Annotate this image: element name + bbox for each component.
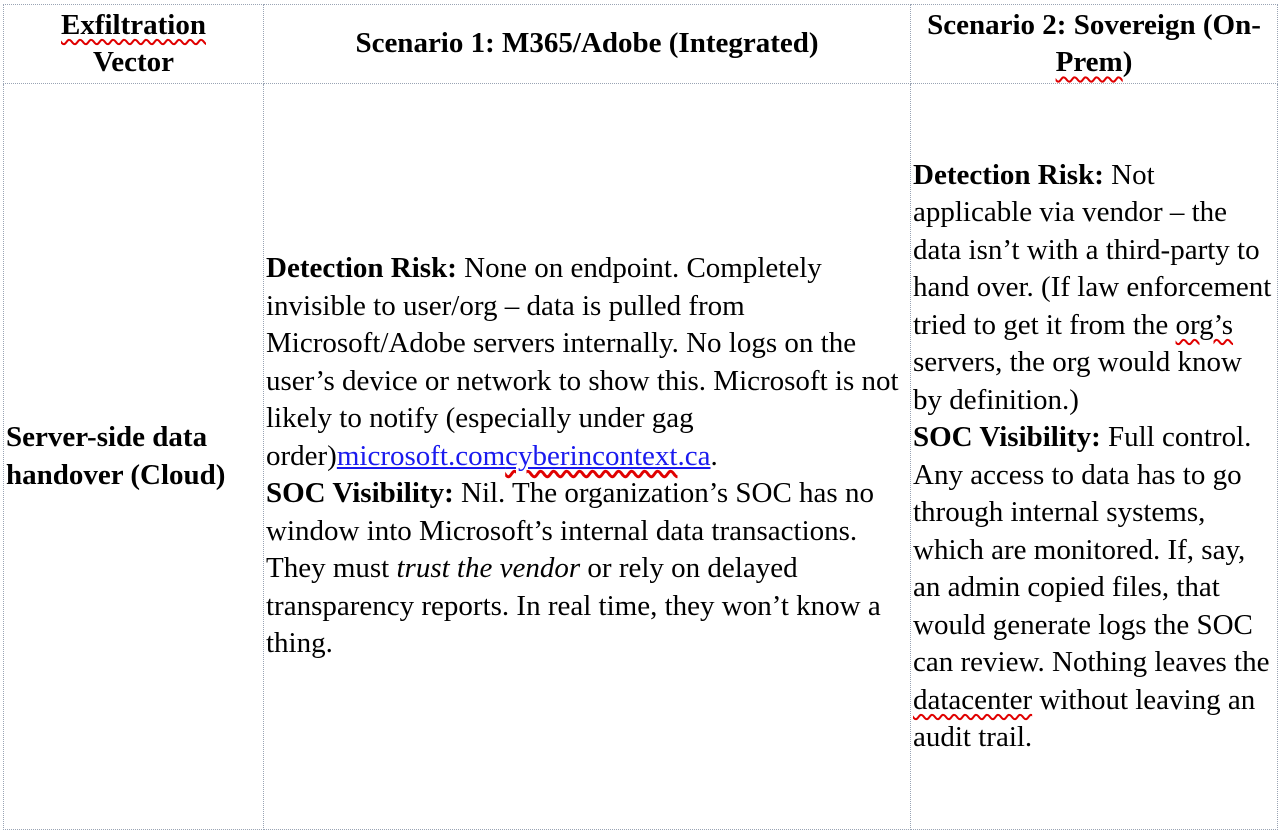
comparison-table [3,4,1278,830]
header-row [4,5,1278,84]
s1-detection-label: Detection Risk: [266,252,457,285]
header-exfiltration-vector [4,5,264,84]
scenario-2-cell [911,84,1278,830]
citation-link-microsoft[interactable]: microsoft.com [336,439,506,472]
citation-link-cyberincontext-name: cyberincontext [505,439,678,472]
s2-detection-label: Detection Risk: [913,158,1104,191]
s1-soc-text2: or rely on delayed transparency reports. In real time, they won’t know a thing. [266,552,881,660]
s2-soc-text1: Full control. Any access to data has to go through internal systems, which are monitored. If, say, an admin copied files, that would generate logs the SOC can review. Nothing leaves the [913,421,1270,678]
s2-soc-label: SOC Visibility: [913,421,1101,453]
s2-detection-text1: Not applicable via vendor – the data isn’t with a third-party to hand over. (If law enforcement tried to get it from the [913,158,1272,341]
header-col3-part1: Scenario 2: Sovereign (On- [927,8,1261,41]
header-col1-line2: Vector [92,46,175,78]
s1-soc-label: SOC Visibility: [266,477,454,510]
scenario-1-cell [264,84,911,830]
header-scenario-1: Scenario 1: M365/Adobe (Integrated) [264,5,911,84]
header-col3-part3: ) [1122,46,1133,78]
citation-link-cyberincontext-tld: .ca [677,439,711,472]
table-row [4,84,1278,830]
s1-detection-text: None on endpoint. Completely invisible to user/org – data is pulled from Microsoft/Adobe servers internally. No logs on the user’s device or network to show this. Microsoft is not likely to notify (especially under gag order) [266,252,899,472]
s1-soc-emphasis: trust the vendor [396,552,581,585]
header-col3-prem: Prem [1055,46,1123,78]
s2-detection-text2: servers, the org would know by definition.) [913,346,1242,416]
s1-soc-text1: Nil. The organization’s SOC has no window into Microsoft’s internal data transactions. They must [266,477,874,585]
s2-detection-orgs: org’s [1175,308,1234,341]
header-scenario-2 [911,5,1278,84]
header-col1-line1: Exfiltration [61,8,206,41]
vector-cell: Server-side data handover (Cloud) [4,84,264,830]
citation-link-cyberincontext[interactable] [505,440,710,472]
s2-soc-text2: without leaving an audit trail. [913,683,1256,753]
s2-soc-datacenter: datacenter [913,683,1033,716]
s1-after-link: . [710,439,718,472]
